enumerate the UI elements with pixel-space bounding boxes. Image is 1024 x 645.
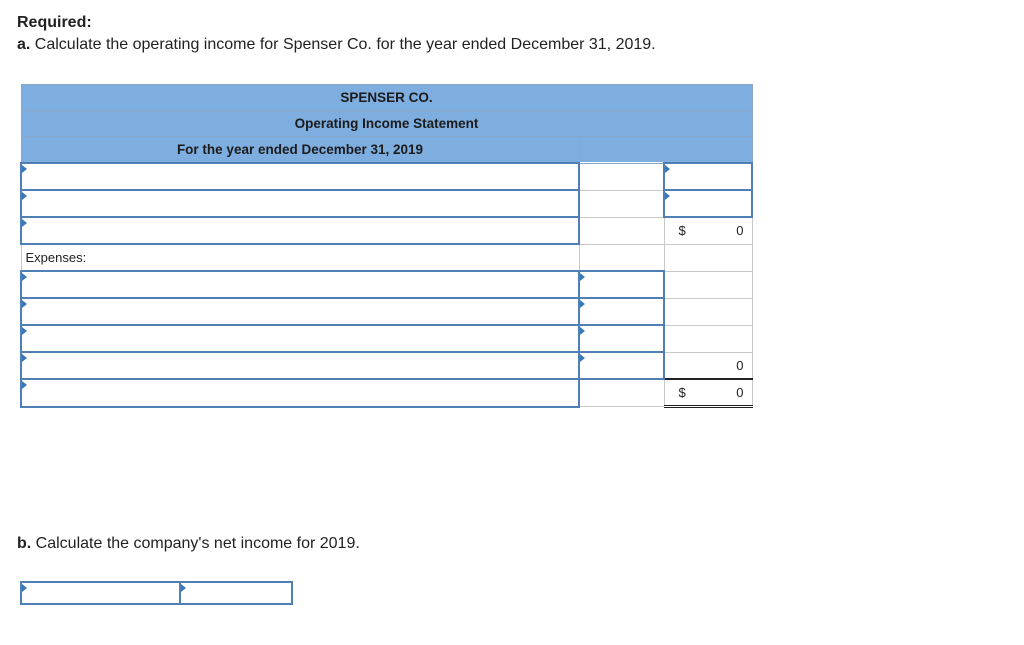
expense-amount-input-3[interactable] [579,325,664,352]
expense-amount-input-2[interactable] [579,298,664,325]
expenses-total-value [664,352,752,379]
revenue-amount-input-2[interactable] [664,190,752,217]
revenue-label-input-1[interactable] [21,163,579,190]
part-b-instruction [17,535,360,553]
revenue-amount-blank-1 [579,163,664,190]
expense-amount-input-1[interactable] [579,271,664,298]
expense-row-1 [21,271,752,298]
part-b-letter: b. [17,535,32,552]
part-a-instruction [17,36,656,54]
net-income-value-input[interactable] [179,581,293,605]
expense-label-input-1[interactable] [21,271,579,298]
expense-total-blank-2 [664,298,752,325]
statement-period: For the year ended December 31, 2019 [21,137,579,164]
expense-label-input-3[interactable] [21,325,579,352]
revenue-label-input-2[interactable] [21,190,579,217]
expenses-label-row [21,244,752,271]
expense-row-4 [21,352,752,379]
statement-title: Operating Income Statement [21,111,752,137]
revenue-total-currency: $ [678,223,686,239]
part-a-text: Calculate the operating income for Spenser Co. for the year ended December 31, 2019. [34,36,656,53]
net-income-label-input[interactable] [20,581,181,605]
revenue-total-blank [579,217,664,244]
operating-income-row [21,379,752,407]
revenue-amount-input-1[interactable] [664,163,752,190]
expense-total-blank-3 [664,325,752,352]
operating-income-label-input[interactable] [21,379,579,407]
operating-income-blank [579,379,664,407]
expense-label-input-4[interactable] [21,352,579,379]
revenue-total-amount: 0 [736,223,744,239]
revenue-total-value [664,217,752,244]
expenses-label: Expenses: [21,244,579,271]
operating-income-value [664,379,752,407]
header-blank [579,137,752,164]
operating-income-currency: $ [678,385,686,400]
revenue-amount-blank-2 [579,190,664,217]
expense-row-2 [21,298,752,325]
part-b-text: Calculate the company's net income for 2019. [35,535,360,552]
expenses-total-amount: 0 [736,357,744,373]
expense-amount-input-4[interactable] [579,352,664,379]
expense-row-3 [21,325,752,352]
expenses-label-blank-2 [664,244,752,271]
company-name: SPENSER CO. [21,85,752,111]
revenue-row-1 [21,163,752,190]
revenue-total-row [21,217,752,244]
operating-income-amount: 0 [736,385,744,400]
expenses-label-blank-1 [579,244,664,271]
expense-total-blank-1 [664,271,752,298]
expense-label-input-2[interactable] [21,298,579,325]
required-heading: Required: [17,14,92,31]
income-statement-table [20,84,753,408]
part-a-letter: a. [17,36,31,53]
revenue-row-2 [21,190,752,217]
revenue-total-label-input[interactable] [21,217,579,244]
